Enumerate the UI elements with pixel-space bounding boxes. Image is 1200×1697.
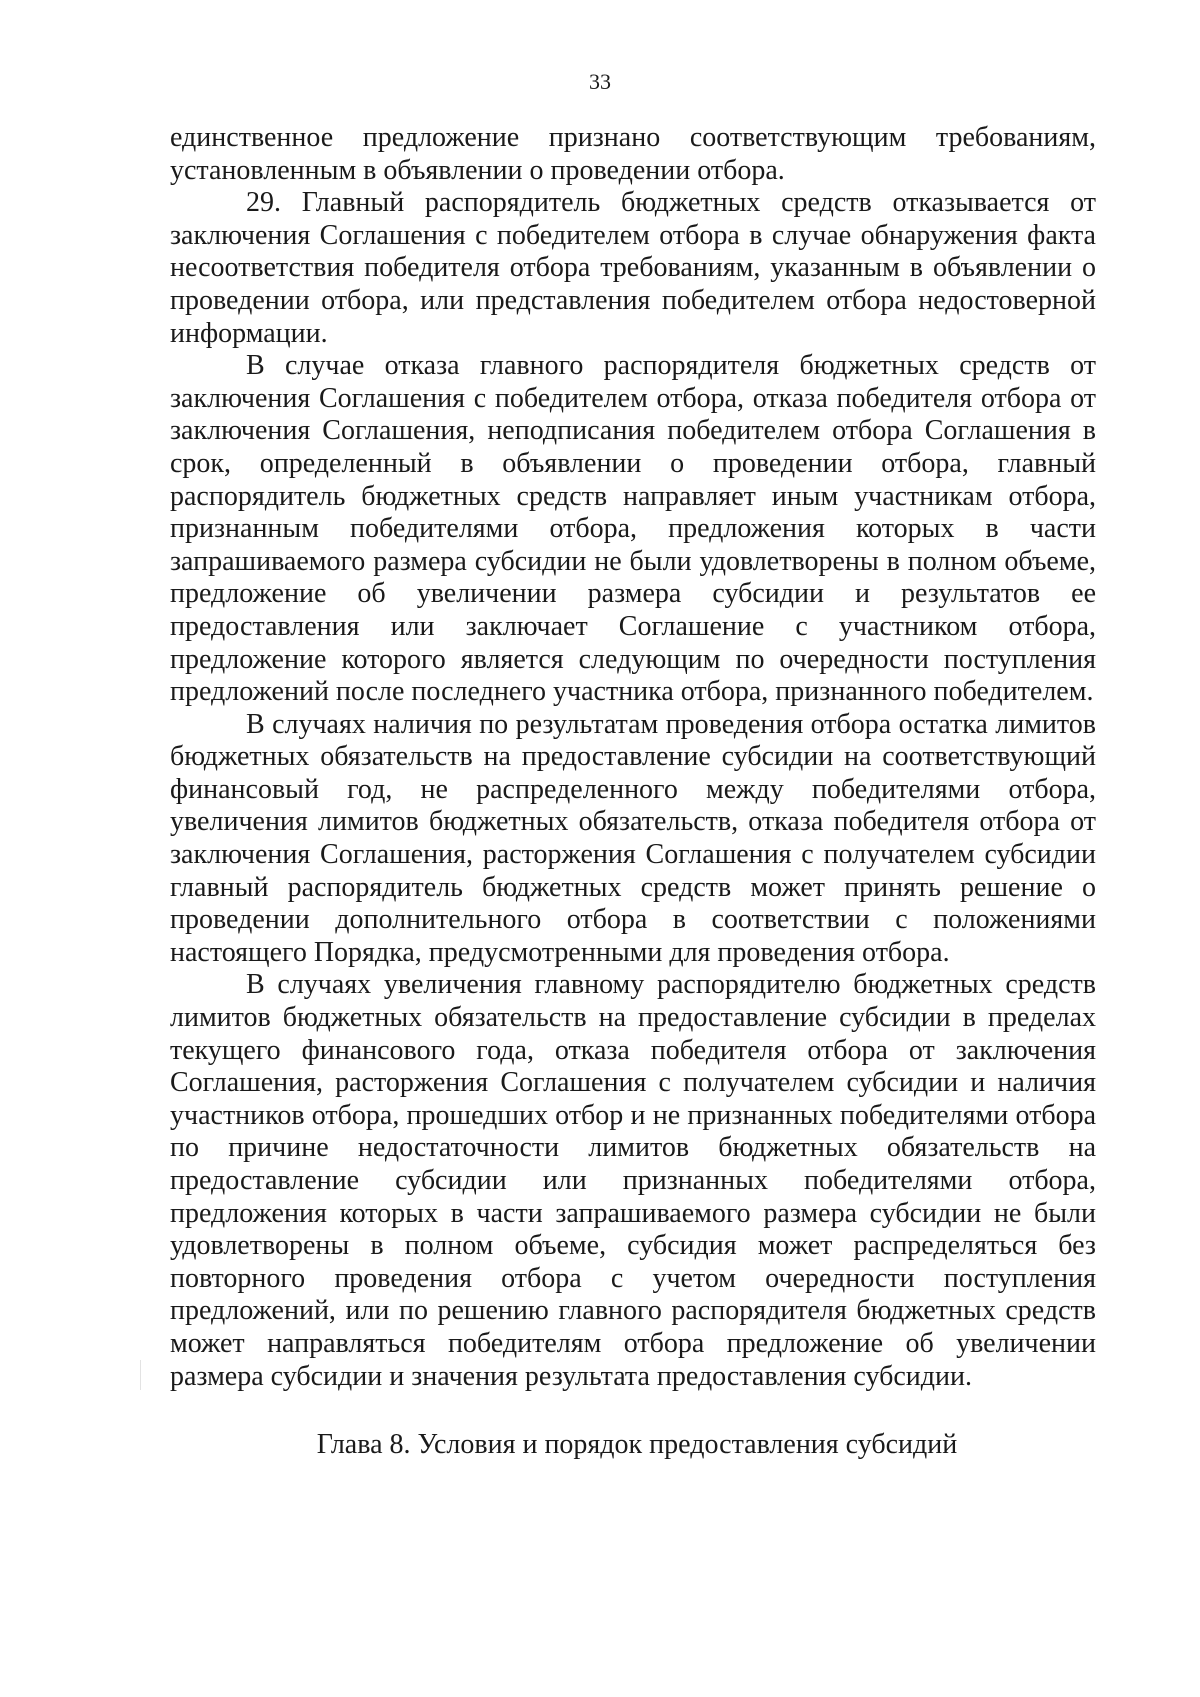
scan-artifact [140, 1360, 141, 1390]
paragraph-item-29: 29. Главный распорядитель бюджетных средств отказывается от заключения Соглашения с победителем отбора в случае обнаружения факта несоответствия победителя отбора требованиям, указанным в объявлении о проведении отбора, или представления победителем отбора недостоверной информации. [170, 187, 1096, 349]
document-body [170, 122, 1096, 1462]
paragraph-limits-increase: В случаях увеличения главному распорядителю бюджетных средств лимитов бюджетных обязательств на предоставление субсидии в пределах текущего финансового года, отказа победителя отбора от заключения Соглашения, расторжения Соглашения с получателем субсидии и наличия участников отбора, прошедших отбор и не признанных победителями отбора по причине недостаточности лимитов бюджетных обязательств на предоставление субсидии или признанных победителями отбора, предложения которых в части запрашиваемого размера субсидии не были удовлетворены в полном объеме, субсидия может распределяться без повторного проведения отбора с учетом очередности поступления предложений, или по решению главного распорядителя бюджетных средств может направляться победителям отбора предложение об увеличении размера субсидии и значения результата предоставления субсидии. [170, 969, 1096, 1392]
page-number: 33 [589, 69, 611, 94]
paragraph-continuation: единственное предложение признано соответствующим требованиям, установленным в объявлении о проведении отбора. [170, 122, 1096, 186]
chapter-heading: Глава 8. Условия и порядок предоставления субсидий [316, 1429, 958, 1461]
paragraph-refusal-case: В случае отказа главного распорядителя бюджетных средств от заключения Соглашения с победителем отбора, отказа победителя отбора от заключения Соглашения, неподписания победителем отбора Соглашения в срок, определенный в объявлении о проведении отбора, главный распорядитель бюджетных средств направляет иным участникам отбора, признанным победителями отбора, предложения которых в части запрашиваемого размера субсидии не были удовлетворены в полном объеме, предложение об увеличении размера субсидии и результатов ее предоставления или заключает Соглашение с участником отбора, предложение которого является следующим по очередности поступления предложений после последнего участника отбора, признанного победителем. [170, 350, 1096, 708]
paragraph-remaining-limits: В случаях наличия по результатам проведения отбора остатка лимитов бюджетных обязательств на предоставление субсидии на соответствующий финансовый год, не распределенного между победителями отбора, увеличения лимитов бюджетных обязательств, отказа победителя отбора от заключения Соглашения, расторжения Соглашения с получателем субсидии главный распорядитель бюджетных средств может принять решение о проведении дополнительного отбора в соответствии с положениями настоящего Порядка, предусмотренными для проведения отбора. [170, 708, 1096, 968]
